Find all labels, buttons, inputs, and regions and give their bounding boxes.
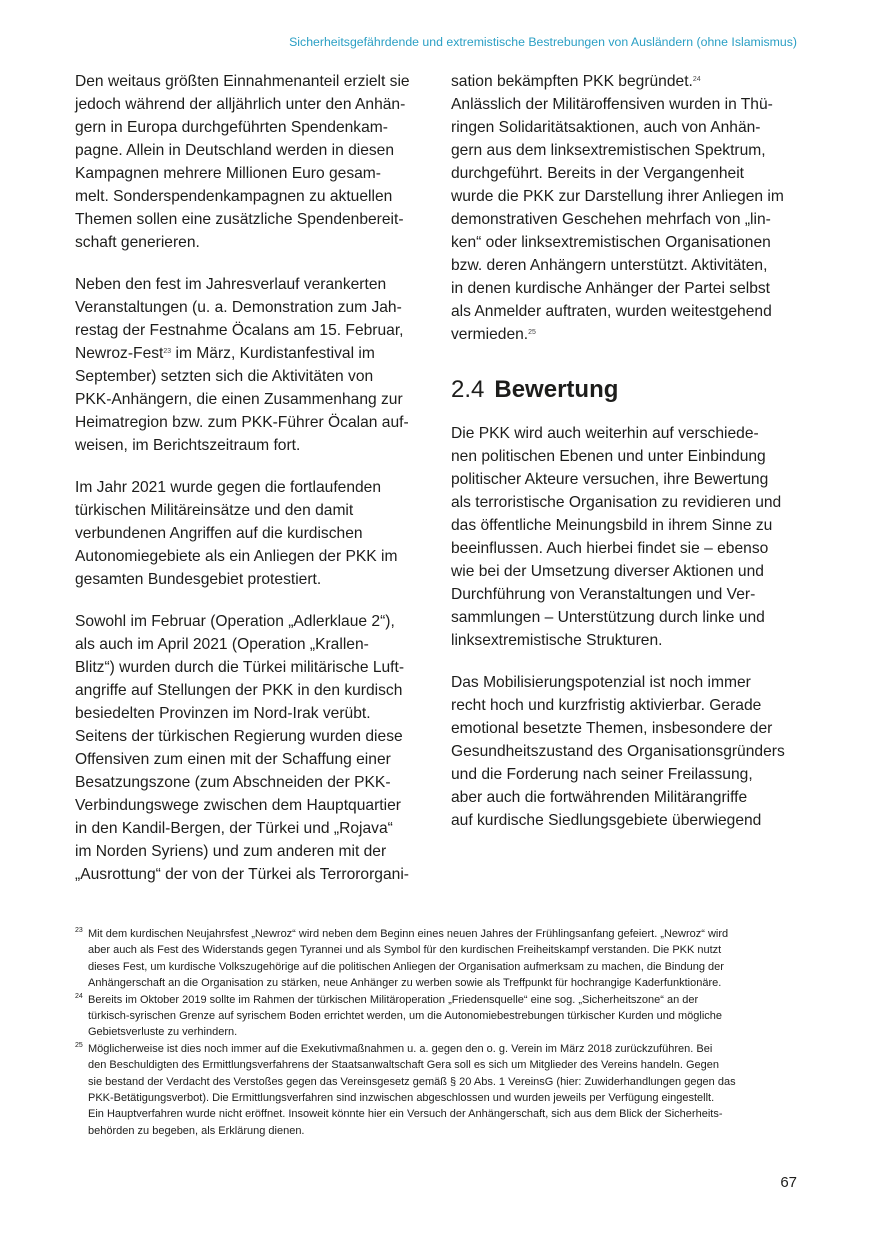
right-column	[451, 70, 801, 851]
paragraph-mobilisation	[451, 671, 801, 832]
text-line	[75, 342, 425, 365]
text-line: ringen Solidaritätsaktionen, auch von Anhän-	[451, 119, 761, 136]
text-line: besiedelten Provinzen im Nord-Irak verübt.	[75, 705, 371, 722]
text-line: nen politischen Ebenen und unter Einbindung	[451, 448, 766, 465]
text-line: recht hoch und kurzfristig aktivierbar. Gerade	[451, 697, 762, 714]
text-line: im Norden Syriens) und zum anderen mit der	[75, 843, 387, 860]
paragraph-events	[75, 273, 425, 457]
text-line: Das Mobilisierungspotenzial ist noch immer	[451, 674, 751, 691]
text-fragment: Newroz-Fest	[75, 345, 164, 362]
text-line: durchgeführt. Bereits in der Vergangenheit	[451, 165, 745, 182]
footnote-line: den Beschuldigten des Ermittlungsverfahrens der Staatsanwaltschaft Gera soll es sich um Mitglieder des Vereins handeln. Gegen	[88, 1059, 720, 1072]
text-line: linksextremistische Strukturen.	[451, 632, 663, 649]
footnote-line: dieses Fest, um kurdische Volkszugehörige auf die politischen Anliegen der Organisation aufmerksam zu machen, die Bindung der	[88, 960, 724, 973]
text-line: als Anmelder auftraten, wurden weitestgehend	[451, 303, 772, 320]
text-fragment: sation bekämpften PKK begründet.	[451, 73, 693, 90]
footnote-line: aber auch als Fest des Widerstands gegen Tyrannei und als Symbol für den kurdischen Freiheitskampf verstanden. Die PKK nutzt	[88, 944, 722, 957]
text-line: „Ausrottung“ der von der Türkei als Terrororgani-	[75, 866, 409, 883]
text-line: aber auch die fortwährenden Militärangriffe	[451, 789, 748, 806]
footnote-line: behörden zu begeben, als Erklärung dienen.	[88, 1124, 305, 1137]
left-column	[75, 70, 425, 905]
text-line: weisen, im Berichtszeitraum fort.	[75, 437, 301, 454]
paragraph-protests	[75, 476, 425, 591]
text-line: ken“ oder linksextremistischen Organisationen	[451, 234, 771, 251]
text-line: Den weitaus größten Einnahmenanteil erzielt sie	[75, 73, 410, 90]
text-line: in denen kurdische Anhänger der Partei selbst	[451, 280, 771, 297]
text-line: gesamten Bundesgebiet protestiert.	[75, 571, 322, 588]
text-line: Veranstaltungen (u. a. Demonstration zum Jah-	[75, 299, 402, 316]
text-fragment: vermieden.	[451, 326, 529, 343]
text-line: gern in Europa durchgeführten Spendenkam-	[75, 119, 388, 136]
text-line: jedoch während der alljährlich unter den Anhän-	[75, 96, 406, 113]
text-line: Offensiven zum einen mit der Schaffung einer	[75, 751, 391, 768]
text-line: Kampagnen mehrere Millionen Euro gesam-	[75, 165, 381, 182]
text-line: PKK-Anhängern, die einen Zusammenhang zur	[75, 391, 403, 408]
text-line: restag der Festnahme Öcalans am 15. Februar,	[75, 322, 404, 339]
text-line: Die PKK wird auch weiterhin auf verschiede-	[451, 425, 759, 442]
text-line: beeinflussen. Auch hierbei findet sie – ebenso	[451, 540, 769, 557]
text-line: verbundenen Angriffen auf die kurdischen	[75, 525, 363, 542]
text-line: sammlungen – Unterstützung durch linke und	[451, 609, 765, 626]
text-line: Gesundheitszustand des Organisationsgründers	[451, 743, 785, 760]
text-line: Durchführung von Veranstaltungen und Ver-	[451, 586, 756, 603]
footnote-23	[75, 926, 797, 992]
footnote-line: sie bestand der Verdacht des Verstoßes gegen das Vereinsgesetz gemäß § 20 Abs. 1 VereinsG (hier: Zuwiderhandlungen gegen das	[88, 1075, 736, 1088]
footnote-24	[75, 992, 797, 1041]
text-line: Themen sollen eine zusätzliche Spendenbereit-	[75, 211, 404, 228]
text-line: Besatzungszone (zum Abschneiden der PKK-	[75, 774, 391, 791]
footnote-line: türkisch-syrischen Grenze auf syrischem Boden errichtet werden, um die Autonomiebestrebungen türkischer Kurden und mögliche	[88, 1010, 723, 1023]
text-line: Im Jahr 2021 wurde gegen die fortlaufenden	[75, 479, 382, 496]
text-fragment: im März, Kurdistanfestival im	[171, 345, 375, 362]
text-line: demonstrativen Geschehen mehrfach von „lin-	[451, 211, 771, 228]
footnote-line: PKK-Betätigungsverbot). Die Ermittlungsverfahren sind inzwischen abgeschlossen und wurden jeweils per Verfügung eingestellt.	[88, 1092, 715, 1105]
section-number: 2.4	[451, 376, 485, 403]
footnote-ref-25[interactable]: 25	[528, 329, 536, 336]
text-line: wie bei der Umsetzung diverser Aktionen und	[451, 563, 764, 580]
footnote-line: Mit dem kurdischen Neujahrsfest „Newroz“ wird neben dem Beginn eines neuen Jahres der Frühlingsanfang gefeiert. „Newroz“ wird	[88, 928, 729, 940]
text-line: schaft generieren.	[75, 234, 200, 251]
section-heading	[451, 374, 801, 406]
footnote-number: 23	[75, 927, 83, 934]
text-line: emotional besetzte Themen, insbesondere der	[451, 720, 773, 737]
text-line: Verbindungswege zwischen dem Hauptquartier	[75, 797, 401, 814]
text-line: als auch im April 2021 (Operation „Krallen-	[75, 636, 369, 653]
text-line: türkischen Militäreinsätze und den damit	[75, 502, 354, 519]
text-line: das öffentliche Meinungsbild in ihrem Sinne zu	[451, 517, 773, 534]
footnote-25	[75, 1041, 797, 1139]
text-line: gern aus dem linksextremistischen Spektrum,	[451, 142, 766, 159]
text-line	[451, 70, 801, 93]
footnote-line: Ein Hauptverfahren wurde nicht eröffnet. Insoweit könnte hier ein Versuch der Anhängerschaft, sich aus dem Blick der Sicherheits-	[88, 1108, 723, 1121]
text-line: politischer Akteure versuchen, ihre Bewertung	[451, 471, 769, 488]
footnote-line: Gebietsverluste zu verhindern.	[88, 1026, 238, 1039]
text-line: wurde die PKK zur Darstellung ihrer Anliegen im	[451, 188, 784, 205]
text-line: und die Forderung nach seiner Freilassung,	[451, 766, 753, 783]
paragraph-solidarity	[451, 70, 801, 346]
paragraph-operations	[75, 610, 425, 886]
footnote-ref-23[interactable]: 23	[163, 348, 172, 355]
footnote-number: 24	[75, 992, 83, 1000]
text-line: Blitz“) wurden durch die Türkei militärische Luft-	[75, 659, 405, 676]
footnote-line: Bereits im Oktober 2019 sollte im Rahmen der türkischen Militäroperation „Friedensquelle“ eine sog. „Sicherheitszone“ an der	[88, 993, 699, 1006]
text-line	[451, 323, 801, 346]
running-header: Sicherheitsgefährdende und extremistische Bestrebungen von Ausländern (ohne Islamismus)	[289, 35, 797, 49]
footnote-line: Anhängerschaft an die Organisation zu stärken, neue Anhänger zu werben sowie als Treffpunkt für hochrangige Kaderfunktionäre.	[88, 977, 722, 990]
text-line: melt. Sonderspendenkampagnen zu aktuellen	[75, 188, 393, 205]
text-line: Heimatregion bzw. zum PKK-Führer Öcalan auf-	[75, 414, 409, 431]
text-line: pagne. Allein in Deutschland werden in diesen	[75, 142, 395, 159]
text-line: bzw. deren Anhängern unterstützt. Aktivitäten,	[451, 257, 768, 274]
paragraph-donations	[75, 70, 425, 254]
footnote-ref-24[interactable]: 24	[692, 76, 701, 83]
footnotes	[75, 926, 797, 1139]
page-number: 67	[780, 1174, 797, 1191]
footnote-line: Möglicherweise ist dies noch immer auf die Exekutivmaßnahmen u. a. gegen den o. g. Verein im März 2018 zurückzuführen. Bei	[88, 1042, 713, 1055]
text-line: Neben den fest im Jahresverlauf verankerten	[75, 276, 387, 293]
text-line: Seitens der türkischen Regierung wurden diese	[75, 728, 403, 745]
text-line: September) setzten sich die Aktivitäten von	[75, 368, 374, 385]
footnote-number: 25	[75, 1041, 83, 1049]
paragraph-assessment	[451, 422, 801, 652]
text-line: Sowohl im Februar (Operation „Adlerklaue 2“),	[75, 613, 395, 630]
section-title: Bewertung	[494, 376, 619, 403]
text-line: in den Kandil-Bergen, der Türkei und „Rojava“	[75, 820, 393, 837]
text-line: auf kurdische Siedlungsgebiete überwiegend	[451, 812, 762, 829]
text-line: Anlässlich der Militäroffensiven wurden in Thü-	[451, 96, 773, 113]
text-line: angriffe auf Stellungen der PKK in den kurdisch	[75, 682, 403, 699]
text-line: Autonomiegebiete als ein Anliegen der PKK im	[75, 548, 398, 565]
text-line: als terroristische Organisation zu revidieren und	[451, 494, 782, 511]
